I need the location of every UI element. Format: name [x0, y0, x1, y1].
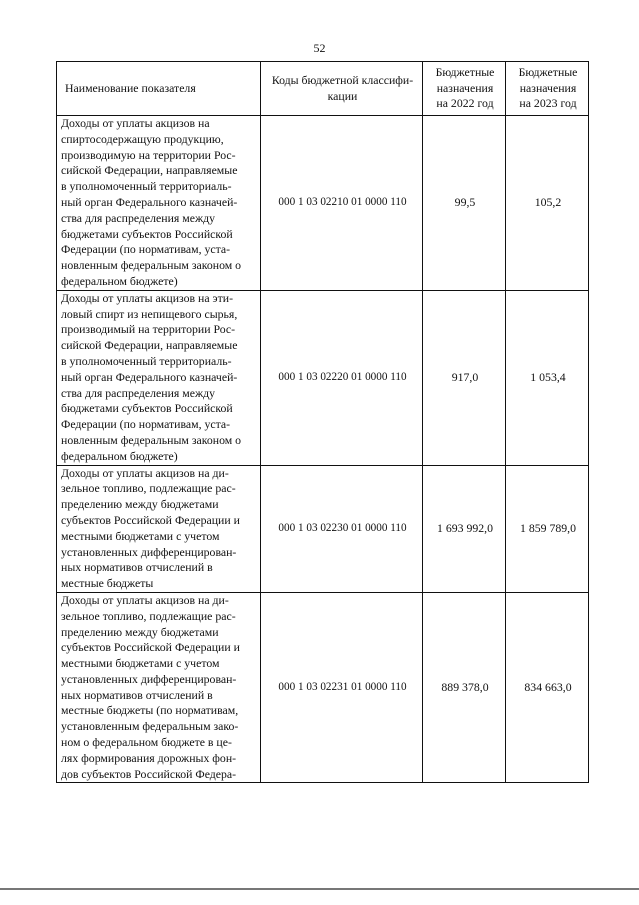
row-classification-code: 000 1 03 02210 01 0000 110 [261, 116, 423, 291]
row-value-2022: 917,0 [423, 290, 506, 465]
row-indicator-name: Доходы от уплаты акцизов на ди- зельное топливо, подлежащие рас- пределению между бюджетами субъектов Российской Федерации и местными бюджетами с учетом установленных дифференцирован- ных нормативов отчислений в местные бюджеты [57, 465, 261, 592]
row-indicator-name: Доходы от уплаты акцизов на эти- ловый спирт из непищевого сырья, производимый на территории Рос- сийской Федерации, направляемые в уполномоченный территориаль- ный орган Федерального казначей- ства для распределения между бюджетами субъектов Российской Федерации (по нормативам, уста- новленным федеральным законом о федеральном бюджете) [57, 290, 261, 465]
table-header-row [57, 62, 589, 116]
row-value-2022: 889 378,0 [423, 592, 506, 783]
header-budget-2023: Бюджетные назначения на 2023 год [506, 62, 589, 116]
row-classification-code: 000 1 03 02220 01 0000 110 [261, 290, 423, 465]
table-row [57, 116, 589, 291]
table-row [57, 465, 589, 592]
row-value-2023: 1 859 789,0 [506, 465, 589, 592]
row-classification-code: 000 1 03 02231 01 0000 110 [261, 592, 423, 783]
row-value-2023: 1 053,4 [506, 290, 589, 465]
page-bottom-rule [0, 888, 639, 890]
header-budget-2022: Бюджетные назначения на 2022 год [423, 62, 506, 116]
row-indicator-name: Доходы от уплаты акцизов на спиртосодержащую продукцию, производимую на территории Рос- сийской Федерации, направляемые в уполномоченный территориаль- ный орган Федерального казначей- ства для распределения между бюджетами субъектов Российской Федерации (по нормативам, уста- новленным федеральным законом о федеральном бюджете) [57, 116, 261, 291]
row-value-2023: 834 663,0 [506, 592, 589, 783]
table-row [57, 290, 589, 465]
table-row [57, 592, 589, 783]
row-value-2022: 99,5 [423, 116, 506, 291]
row-classification-code: 000 1 03 02230 01 0000 110 [261, 465, 423, 592]
page-number: 52 [313, 41, 326, 55]
header-indicator-name: Наименование показателя [57, 62, 261, 116]
row-indicator-name: Доходы от уплаты акцизов на ди- зельное топливо, подлежащие рас- пределению между бюджетами субъектов Российской Федерации и местными бюджетами с учетом установленных дифференцирован- ных нормативов отчислений в местные бюджеты (по нормативам, установленным федеральным зако- ном о федеральном бюджете в це- лях формирования дорожных фон- дов субъектов Российской Федера- [57, 592, 261, 783]
row-value-2023: 105,2 [506, 116, 589, 291]
budget-table [56, 61, 589, 783]
row-value-2022: 1 693 992,0 [423, 465, 506, 592]
header-classification-codes: Коды бюджетной классифи- кации [261, 62, 423, 116]
